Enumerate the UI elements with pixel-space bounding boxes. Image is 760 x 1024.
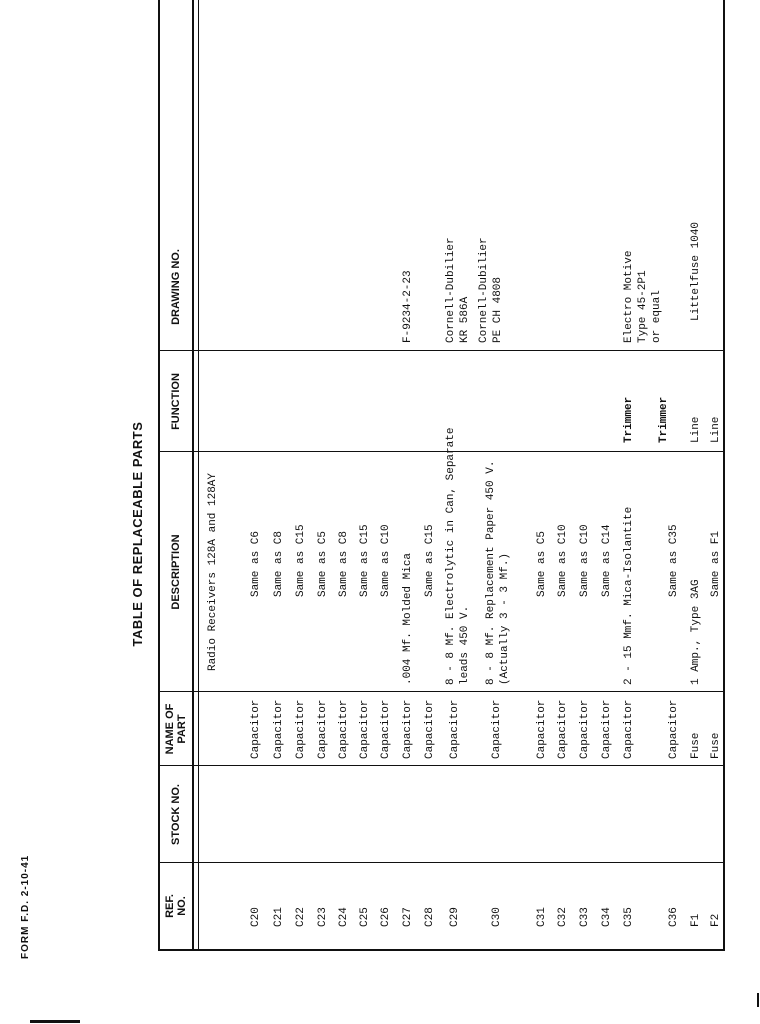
part-name: Capacitor (668, 699, 680, 759)
description: Same as C15 (359, 524, 371, 597)
drawing-no: Cornell-Dubilier (445, 237, 457, 343)
ref-no: C35 (623, 907, 635, 927)
description: 1 Amp., Type 3AG (690, 579, 702, 685)
ref-no: C27 (402, 907, 414, 927)
description: Same as C5 (536, 530, 548, 597)
scan-edge-mark (30, 1020, 80, 1023)
part-name: Fuse (690, 732, 702, 759)
part-name: Capacitor (317, 699, 329, 759)
ref-no: C31 (536, 907, 548, 927)
drawing-no-continued: Type 45-2P1 (637, 270, 649, 343)
description: 8 - 8 Mf. Replacement Paper 450 V. (485, 460, 497, 685)
ref-no: C33 (579, 907, 591, 927)
function: Line (690, 416, 702, 443)
drawing-no-continued: or equal (651, 290, 663, 343)
ref-no: C32 (557, 907, 569, 927)
description: Same as C8 (338, 530, 350, 597)
subtitle: Radio Receivers 128A and 128AY (207, 472, 219, 672)
description: Same as C8 (273, 530, 285, 597)
description: Same as C15 (424, 524, 436, 597)
drawing-no: F-9234-2-23 (402, 270, 414, 343)
ref-no: C21 (273, 907, 285, 927)
drawing-no: Electro Motive (623, 250, 635, 343)
ref-no: C30 (491, 907, 503, 927)
part-name: Capacitor (402, 699, 414, 759)
header-name-of-part: NAME OF PART (164, 703, 188, 755)
parts-table (158, 0, 725, 951)
part-name: Capacitor (424, 699, 436, 759)
part-name: Capacitor (250, 699, 262, 759)
ref-no: F1 (690, 913, 702, 927)
description: Same as C35 (668, 524, 680, 597)
drawing-no: Littelfuse 1040 (690, 221, 702, 321)
drawing-no-continued: PE CH 4808 (492, 276, 504, 343)
function: Trimmer (623, 396, 635, 443)
ref-no: C26 (380, 907, 392, 927)
description: .004 Mf. Molded Mica (402, 552, 414, 685)
ref-no: C28 (424, 907, 436, 927)
ref-no: C23 (317, 907, 329, 927)
description: 2 - 15 Mmf. Mica-Isolantite (623, 506, 635, 685)
drawing-no: Cornell-Dubilier (478, 237, 490, 343)
header-drawing-no: DRAWING NO. (170, 249, 182, 325)
header-ref-no: REF. NO. (164, 894, 188, 918)
function: Trimmer (658, 396, 670, 443)
description: Same as C6 (250, 530, 262, 597)
part-name: Capacitor (359, 699, 371, 759)
ref-no: C29 (449, 907, 461, 927)
part-name: Capacitor (579, 699, 591, 759)
description-continued: leads 450 V. (459, 605, 471, 685)
part-name: Fuse (710, 732, 722, 759)
description: Same as C15 (295, 524, 307, 597)
page-title: TABLE OF REPLACEABLE PARTS (130, 421, 145, 647)
description: Same as C10 (380, 524, 392, 597)
part-name: Capacitor (449, 699, 461, 759)
header-function: FUNCTION (170, 373, 182, 430)
part-name: Capacitor (380, 699, 392, 759)
part-name: Capacitor (491, 699, 503, 759)
part-name: Capacitor (338, 699, 350, 759)
description-continued: (Actually 3 - 3 Mf.) (499, 552, 511, 685)
header-description: DESCRIPTION (170, 534, 182, 610)
description: Same as C10 (579, 524, 591, 597)
ref-no: C20 (250, 907, 262, 927)
description: Same as C5 (317, 530, 329, 597)
ref-no: C25 (359, 907, 371, 927)
drawing-no-continued: KR 586A (459, 296, 471, 343)
part-name: Capacitor (601, 699, 613, 759)
ref-no: C34 (601, 907, 613, 927)
ref-no: F2 (710, 913, 722, 927)
scan-edge-mark (757, 993, 759, 1007)
part-name: Capacitor (557, 699, 569, 759)
description: 8 - 8 Mf. Electrolytic in Can, Separate (445, 427, 457, 685)
function: Line (710, 416, 722, 443)
part-name: Capacitor (295, 699, 307, 759)
part-name: Capacitor (536, 699, 548, 759)
description: Same as F1 (710, 530, 722, 597)
header-stock-no: STOCK NO. (170, 784, 182, 845)
ref-no: C24 (338, 907, 350, 927)
ref-no: C22 (295, 907, 307, 927)
description: Same as C14 (601, 524, 613, 597)
description: Same as C10 (557, 524, 569, 597)
ref-no: C36 (668, 907, 680, 927)
part-name: Capacitor (623, 699, 635, 759)
part-name: Capacitor (273, 699, 285, 759)
form-number: FORM F.D. 2-10-41 (20, 854, 31, 959)
